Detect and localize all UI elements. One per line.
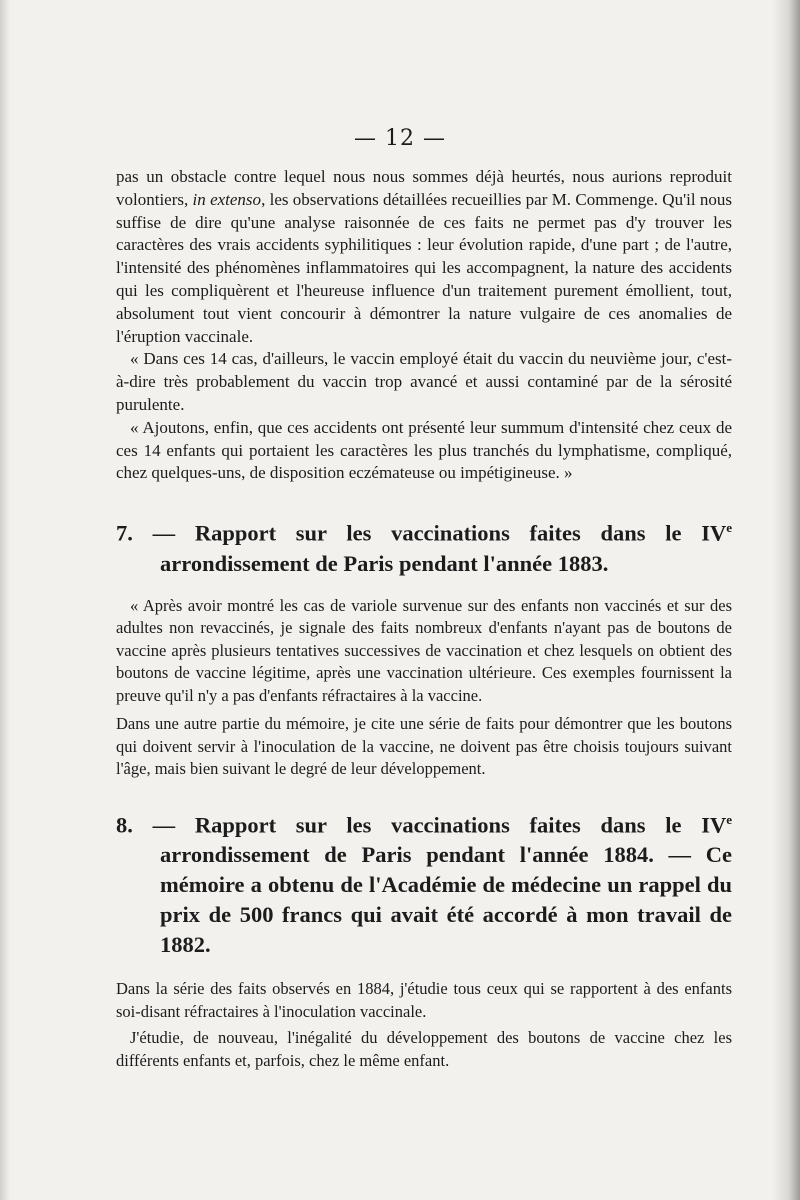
page-left-edge [0,0,10,1200]
section-7-paragraph-2: Dans une autre partie du mémoire, je cite une série de faits pour démontrer que les boutons qui doivent servir à l'inoculation de la vaccine, ne doivent pas être choisis toujours suivant l'âge, mais bien suivant le degré de leur développement. [116,714,732,779]
page-number: — 12 — [354,126,446,151]
section-8-heading-superscript: e [726,811,732,827]
section-7-heading-part1: 7. — Rapport sur les vaccinations faites dans le IV [116,520,727,546]
intro-paragraph-2: « Dans ces 14 cas, d'ailleurs, le vaccin employé était du vaccin du neuvième jour, c'est-à-dire très probablement du vaccin trop avancé et aussi contaminé par de la sérosité purulente. [116,349,732,414]
intro-paragraph-3: « Ajoutons, enfin, que ces accidents ont présenté leur summum d'intensité chez ceux de ces 14 enfants qui portaient les caractères les plus tranchés du lymphatisme, compliqué, chez quelques-uns, de disposition eczémateuse ou impétigineuse. » [116,417,732,483]
section-8-paragraph-2: J'étudie, de nouveau, l'inégalité du développement des boutons de vaccine chez les différents enfants et, parfois, chez le même enfant. [116,1028,732,1070]
section-8-heading [116,805,732,961]
page-right-edge [772,0,800,1200]
section-7-heading-superscript: e [726,520,732,536]
text-body [116,166,732,1072]
section-8-paragraph-1: Dans la série des faits observés en 1884, j'étudie tous ceux qui se rapportent à des enfants soi-disant réfractaires à l'inoculation vaccinale. [116,979,732,1021]
intro-paragraph-1 [116,166,732,348]
section-8-heading-part2: arrondissement de Paris pendant l'année 1884. — Ce mémoire a obtenu de l'Académie de médecine un rappel du prix de 500 francs qui avait été accordé à mon travail de 1882. [160,842,732,958]
section-7-heading-part2: arrondissement de Paris pendant l'année 1883. [160,550,609,576]
intro-paragraph-1-part2: , les observations détaillées recueillies par M. Commenge. Qu'il nous suffise de dire qu'une analyse raisonnée de ces faits ne permet pas d'y trouver les caractères des vrais accidents syphilitiques : leur évolution rapide, d'une part ; de l'autre, l'intensité des phénomènes inflammatoires qui les accompagnent, la nature des accidents qui les compliquèrent et l'heureuse influence d'un traitement purement émollient, tout, absolument tout vient concourir à démontrer la nature vulgaire de ces anomalies de l'éruption vaccinale. [116,189,732,346]
intro-italic-phrase: in extenso [192,189,262,209]
section-7-paragraph-1: « Après avoir montré les cas de variole survenue sur des enfants non vaccinés et sur des adultes non revaccinés, je signale des faits nombreux d'enfants n'ayant pas de boutons de vaccine après plusieurs tentatives successives de vaccination et chez lesquels on obtient des boutons de vaccine légitime, après une vaccination ultérieure. Ces exemples fournissent la preuve qu'il n'y a pas d'enfants réfractaires à la vaccine. [116,595,732,705]
intro-paragraph-1-part1: pas un obstacle contre lequel nous nous sommes déjà heurtés, nous aurions reproduit volontiers, [116,167,732,209]
section-7-heading [116,513,732,579]
section-8-heading-part1: 8. — Rapport sur les vaccinations faites dans le IV [116,812,727,838]
